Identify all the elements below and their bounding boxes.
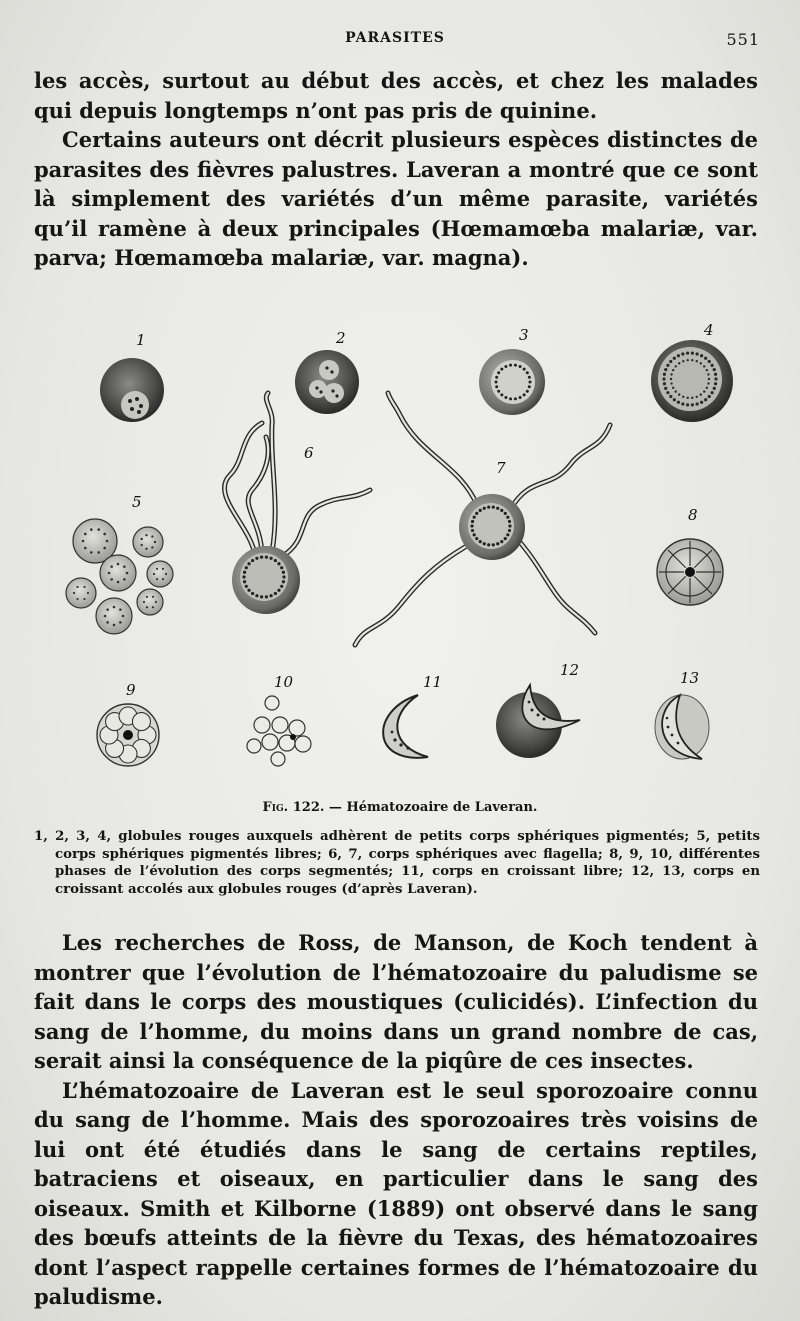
figure-122-illustration [40,315,760,800]
paragraph-sporozoaires: L’hématozoaire de Laveran est le seul sporozoaire connu du sang de l’homme. Mais des sporozoaires très voisins de lui ont été étudiés dans le sang de certains reptiles, batraciens et oiseaux, en particulier dans le sang des oiseaux. Smith et Kilborne (1889) ont observé dans le sang des bœufs atteints de la fièvre du Texas, des hématozoaires dont l’aspect rappelle certaines formes de l’hématozoaire du paludisme. [34,1077,758,1309]
paragraph-continuation: les accès, surtout au début des accès, et chez les malades qui depuis longtemps n’ont pas pris de quinine. [34,68,758,123]
figure-item-13 [655,669,709,759]
figure-label-13: 13 [680,669,700,687]
figure-item-2 [295,329,359,414]
figure-title: — Hématozoaire de Laveran. [328,800,538,815]
figure-item-11 [383,673,442,758]
figure-item-7 [355,393,610,645]
bottom-text-block [34,928,758,1312]
figure-label-4: 4 [704,321,714,339]
figure-item-5 [66,493,173,634]
page-number: 551 [726,30,760,49]
figure-caption-text: 1, 2, 3, 4, globules rouges auxquels adhèrent de petits corps sphériques pigmentés; 5, petits corps sphériques pigmentés libres; 6, 7, corps sphériques avec flagella; 8, 9, 10, différentes phases de l’évolution des corps segmentés; 11, corps en croissant libre; 12, 13, corps en croissant accolés aux globules rouges (d’après Laveran). [34,829,760,897]
figure-item-4 [651,321,733,422]
figure-label-7: 7 [496,459,506,477]
top-text-block [34,66,758,273]
paragraph-ross-manson-koch: Les recherches de Ross, de Manson, de Koch tendent à montrer que l’évolution de l’hématozoaire du paludisme se fait dans le corps des moustiques (culicidés). L’infection du sang de l’homme, du moins dans un grand nombre de cas, serait ainsi la conséquence de la piqûre de ces insectes. [34,930,758,1073]
page-header [30,30,760,52]
hematozoa-drawing [40,315,760,800]
figure-label-8: 8 [688,506,698,524]
figure-item-3 [479,326,545,415]
running-title: PARASITES [345,30,445,46]
figure-label-12: 12 [560,661,580,679]
figure-item-6 [224,393,370,614]
paragraph-species: Certains auteurs ont décrit plusieurs espèces distinctes de parasites des fièvres palustres. Laveran a montré que ce sont là simplement des variétés d’un même parasite, variétés qu’il ramène à deux principales (Hœmamœba malariæ, var. parva; Hœmamœba malariæ, var. magna). [34,127,758,270]
figure-label-9: 9 [126,681,136,699]
figure-number: Fig. 122. [262,800,325,815]
figure-caption [34,828,760,898]
figure-item-10 [247,673,311,766]
figure-item-8 [657,506,723,605]
figure-label-2: 2 [336,329,346,347]
figure-label-6: 6 [304,444,314,462]
figure-label-10: 10 [274,673,294,691]
figure-label-1: 1 [136,331,146,349]
figure-label-3: 3 [519,326,529,344]
figure-caption-title [0,800,800,815]
figure-label-11: 11 [423,673,443,691]
figure-item-1 [100,331,164,422]
figure-item-12 [496,661,580,758]
figure-label-5: 5 [132,493,142,511]
figure-item-9 [97,681,159,766]
